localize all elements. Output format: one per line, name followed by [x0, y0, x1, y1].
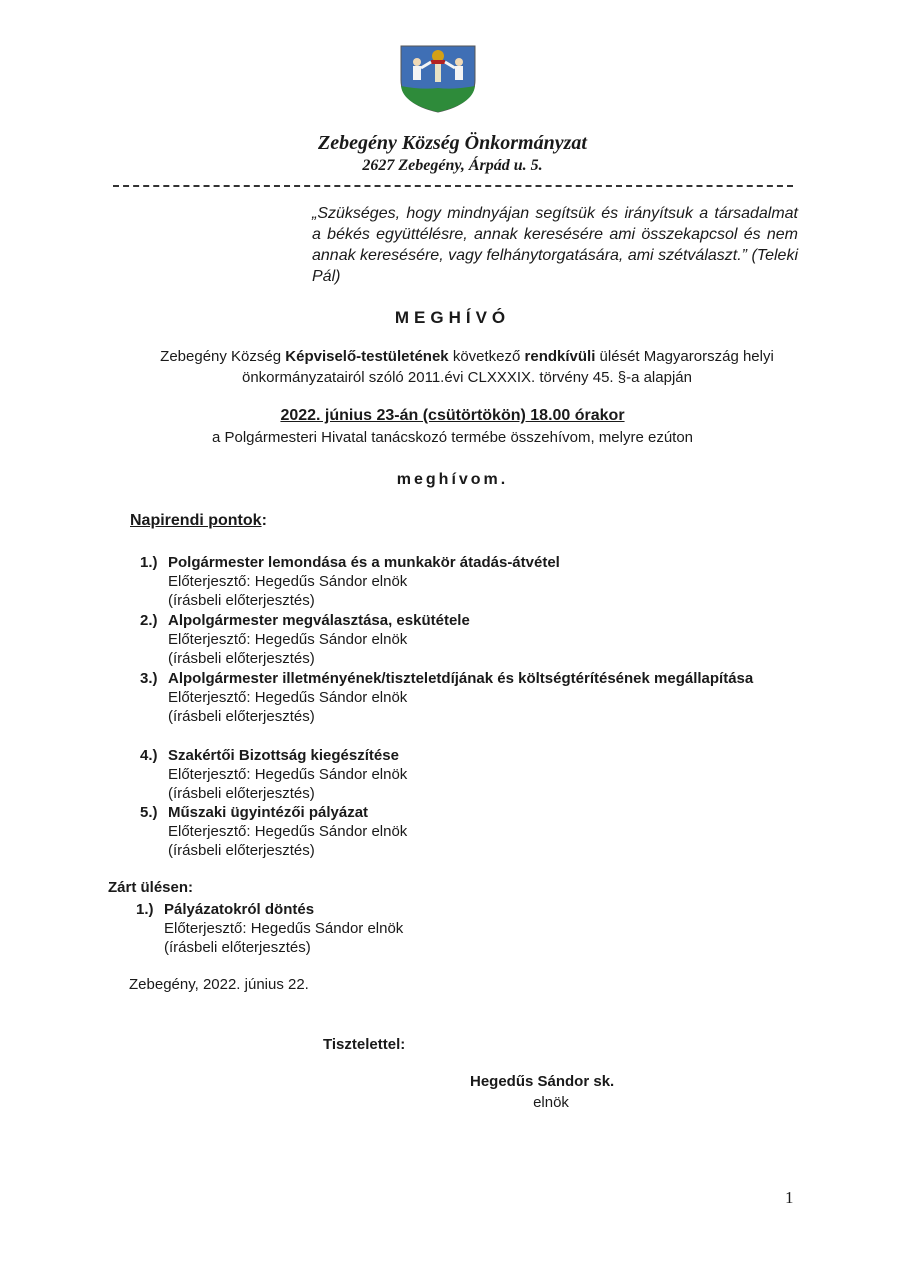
- agenda-item-title: Műszaki ügyintézői pályázat: [168, 804, 369, 821]
- regards: Tisztelettel:: [323, 1036, 406, 1053]
- agenda-item-note: (írásbeli előterjesztés): [168, 592, 315, 609]
- agenda-item-note: (írásbeli előterjesztés): [168, 842, 315, 859]
- place-and-date: Zebegény, 2022. június 22.: [129, 976, 309, 993]
- agenda-item-presenter: Előterjesztő: Hegedűs Sándor elnök: [168, 766, 408, 783]
- closed-item-title: Pályázatokról döntés: [164, 901, 315, 918]
- meeting-date: 2022. június 23-án (csütörtökön) 18.00 órakor: [280, 407, 625, 424]
- organization-address: 2627 Zebegény, Árpád u. 5.: [362, 157, 543, 174]
- agenda-item-note: (írásbeli előterjesztés): [168, 785, 315, 802]
- agenda-item-title: Szakértői Bizottság kiegészítése: [168, 747, 399, 764]
- agenda-item-presenter: Előterjesztő: Hegedűs Sándor elnök: [168, 823, 408, 840]
- agenda-item: 4.) Szakértői Bizottság kiegészítése Előterjesztő: Hegedűs Sándor elnök (írásbeli előterjesztés): [140, 746, 798, 803]
- agenda-item-note: (írásbeli előterjesztés): [168, 708, 315, 725]
- document-title: MEGHÍVÓ: [394, 308, 511, 327]
- page-number: 1: [785, 1188, 794, 1207]
- signatory-role: elnök: [533, 1094, 569, 1111]
- agenda-item-title: Alpolgármester illetményének/tiszteletdíjának és költségtérítésének megállapítása: [168, 670, 754, 687]
- header-separator: [113, 185, 793, 187]
- closed-session-item: 1.) Pályázatokról döntés Előterjesztő: Hegedűs Sándor elnök (írásbeli előterjesztés): [136, 900, 794, 957]
- meeting-venue: a Polgármesteri Hivatal tanácskozó termébe összehívom, melyre ezúton: [211, 429, 694, 446]
- organization-name: Zebegény Község Önkormányzat: [318, 132, 587, 154]
- agenda-item: 3.) Alpolgármester illetményének/tiszteletdíjának és költségtérítésének megállapítása Előterjesztő: Hegedűs Sándor elnök (írásbeli előterjesztés): [140, 669, 798, 726]
- agenda-heading: Napirendi pontok:: [130, 512, 267, 529]
- agenda-item-title: Polgármester lemondása és a munkakör átadás-átvétel: [168, 554, 560, 571]
- agenda-item-title: Alpolgármester megválasztása, eskütétele: [168, 612, 470, 629]
- closed-item-presenter: Előterjesztő: Hegedűs Sándor elnök: [164, 920, 404, 937]
- closed-session-heading: Zárt ülésen:: [108, 879, 194, 896]
- agenda-item: 2.) Alpolgármester megválasztása, eskütétele Előterjesztő: Hegedűs Sándor elnök (írásbeli előterjesztés): [140, 611, 798, 668]
- agenda-item-presenter: Előterjesztő: Hegedűs Sándor elnök: [168, 573, 408, 590]
- quote: „Szükséges, hogy mindnyájan segítsük és irányítsuk a társadalmat a békés együttélésre, annak keresésére ami összekapcsol és nem annak keresésére, vagy felhánytorgatására, ami szétválaszt.” (Teleki Pál): [312, 205, 798, 285]
- intro-paragraph: Zebegény Község Képviselő-testületének következő rendkívüli ülését Magyarország helyi önkormányzatairól szóló 2011.évi CLXXXIX. törvény 45. §-a alapján: [160, 348, 774, 386]
- agenda-item-note: (írásbeli előterjesztés): [168, 650, 315, 667]
- agenda-item: 5.) Műszaki ügyintézői pályázat Előterjesztő: Hegedűs Sándor elnök (írásbeli előterjesztés): [140, 803, 798, 860]
- closed-item-note: (írásbeli előterjesztés): [164, 939, 311, 956]
- agenda-item-presenter: Előterjesztő: Hegedűs Sándor elnök: [168, 631, 408, 648]
- agenda-item-presenter: Előterjesztő: Hegedűs Sándor elnök: [168, 689, 408, 706]
- invitation-closing: meghívom.: [396, 471, 509, 488]
- agenda-item: 1.) Polgármester lemondása és a munkakör átadás-átvétel Előterjesztő: Hegedűs Sándor elnök (írásbeli előterjesztés): [140, 553, 798, 610]
- coat-of-arms-logo: [393, 42, 483, 114]
- signatory-name: Hegedűs Sándor sk.: [470, 1073, 615, 1090]
